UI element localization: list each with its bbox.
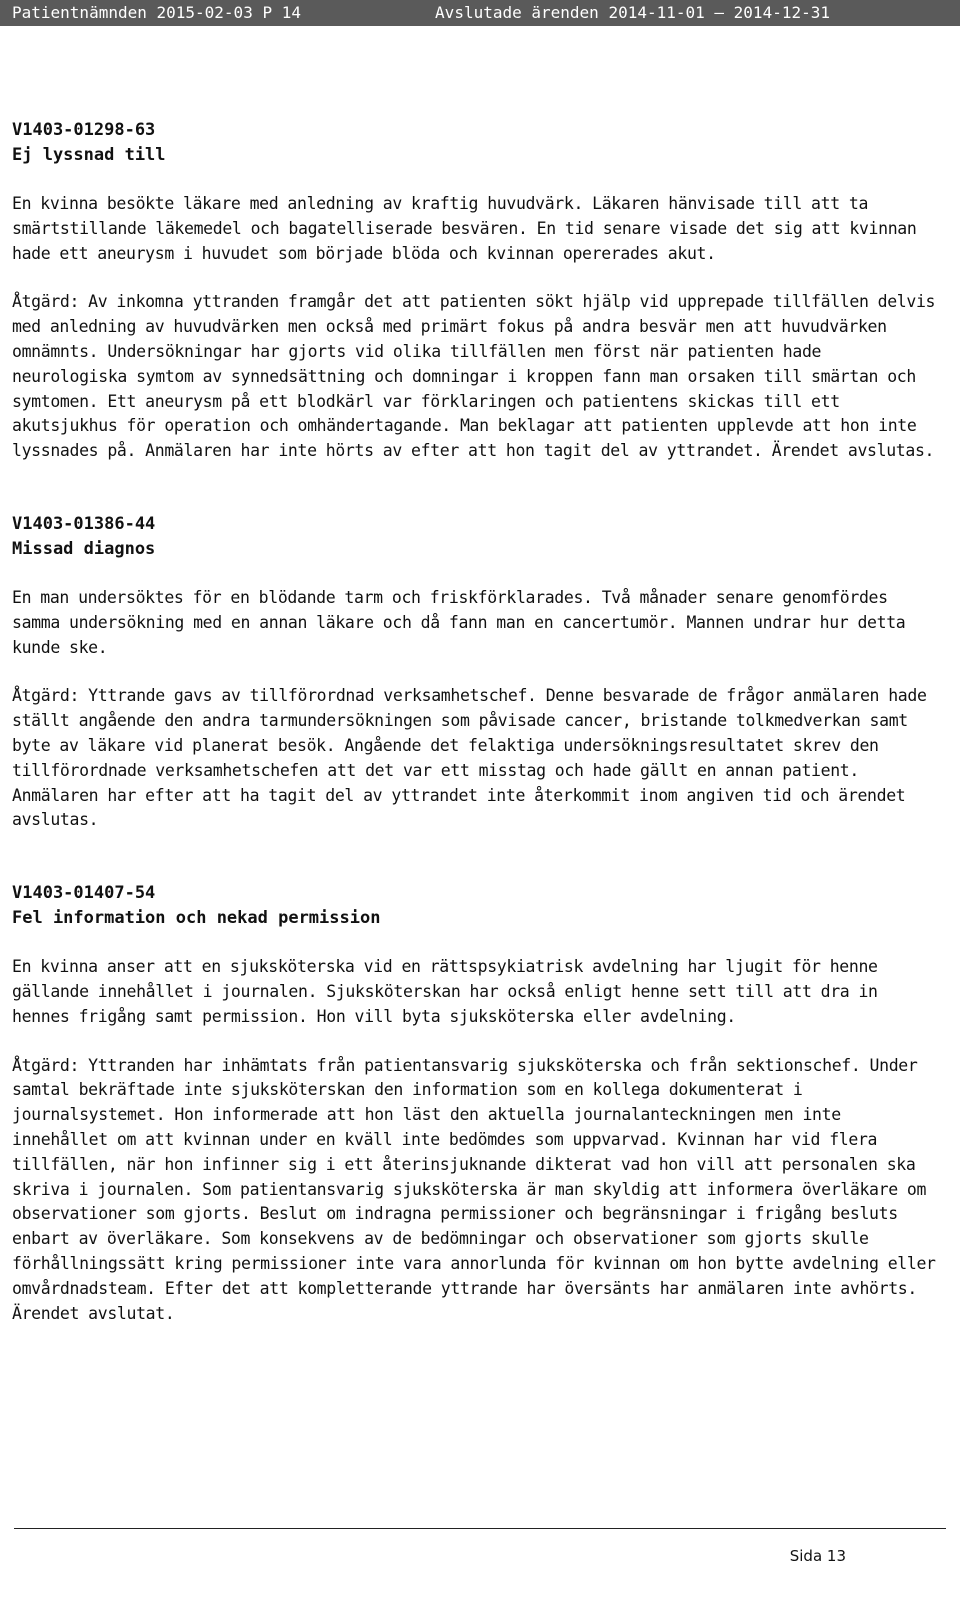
case-entry <box>12 881 942 1326</box>
case-title: Ej lyssnad till <box>12 145 166 165</box>
case-id: V1403-01298-63 <box>12 120 156 140</box>
case-description: En man undersöktes för en blödande tarm och friskförklarades. Två månader senare genomfördes samma undersökning med en annan läkare och då fann man en cancertumör. Mannen undrar hur detta kunde ske. <box>12 587 906 657</box>
case-description: En kvinna besökte läkare med anledning av kraftig huvudvärk. Läkaren hänvisade till att ta smärtstillande läkemedel och bagatelliserade besvären. En tid senare visade det sig att kvinnan hade ett aneurysm i huvudet som började blöda och kvinnan opererades akut. <box>12 194 917 263</box>
footer-divider <box>14 1528 946 1529</box>
case-entry <box>12 512 942 833</box>
page-header-bar <box>0 0 960 26</box>
document-body <box>12 118 942 1326</box>
case-entry <box>12 118 942 464</box>
case-description: En kvinna anser att en sjuksköterska vid en rättspsykiatrisk avdelning har ljugit för henne gällande innehållet i journalen. Sjuksköterskan har också enligt henne sett till att dra in hennes frigång samt permission. Hon vill byta sjuksköterska eller avdelning. <box>12 957 878 1026</box>
case-action: Åtgärd: Yttranden har inhämtats från patientansvarig sjuksköterska och från sektionschef. Under samtal bekräftade inte sjuksköterskan den information som en kollega dokumenterat i journalsystemet. Hon informerade att hon läst den aktuella journalanteckningen men inte innehållet om att kvinnan under en kväll inte bedömdes som uppvarvad. Kvinnan har vid flera tillfällen, när hon infinner sig i ett återinsjuknande dikterat vad hon vill att personalen ska skriva i journalen. Som patientansvarig sjuksköterska är man skyldig att informera överläkare om observationer som gjorts. Beslut om indragna permissioner och begränsningar i frigång besluts enbart av överläkare. Som konsekvens av de bedömningar och observationer som gjorts skulle förhållningssätt kring permissioner inte vara annorlunda för kvinnan om hon bytte avdelning eller omvårdnadsteam. Efter det att kompletterande yttrande har översänts har anmälaren inte avhörts. Ärendet avslutat. <box>12 1055 936 1323</box>
header-left-text: Patientnämnden 2015-02-03 P 14 <box>12 3 301 22</box>
case-id: V1403-01386-44 <box>12 513 156 534</box>
header-right-text: Avslutade ärenden 2014-11-01 – 2014-12-31 <box>435 3 830 22</box>
case-id: V1403-01407-54 <box>12 883 156 904</box>
case-action: Åtgärd: Yttrande gavs av tillförordnad verksamhetschef. Denne besvarade de frågor anmälaren hade ställt angående den andra tarmundersökningen som påvisade cancer, bristande tolkmedverkan samt byte av läkare vid planerat besök. Angående det felaktiga undersökningsresultatet skrev den tillförordnade verksamhetschefen att det var ett misstag och hade gällt en annan patient. Anmälaren har efter att ha tagit del av yttrandet inte återkommit inom angiven tid och ärendet avslutas. <box>12 686 927 830</box>
page-number: Sida 13 <box>789 1547 846 1565</box>
case-title: Missad diagnos <box>12 538 156 559</box>
case-action: Åtgärd: Av inkomna yttranden framgår det att patienten sökt hjälp vid upprepade tillfällen delvis med anledning av huvudvärken men också med primärt fokus på andra besvär men att huvudvärken omnämnts. Undersökningar har gjorts vid olika tillfällen men först när patienten hade neurologiska symtom av synnedsättning och domningar i kroppen fann man orsaken till smärtan och symtomen. Ett aneurysm på ett blodkärl var förklaringen och patientens skickas till ett akutsjukhus för operation och omhändertagande. Man beklagar att patienten upplevde att hon inte lyssnades på. Anmälaren har inte hörts av efter att hon tagit del av yttrandet. Ärendet avslutas. <box>12 292 936 461</box>
case-title: Fel information och nekad permission <box>12 908 381 929</box>
